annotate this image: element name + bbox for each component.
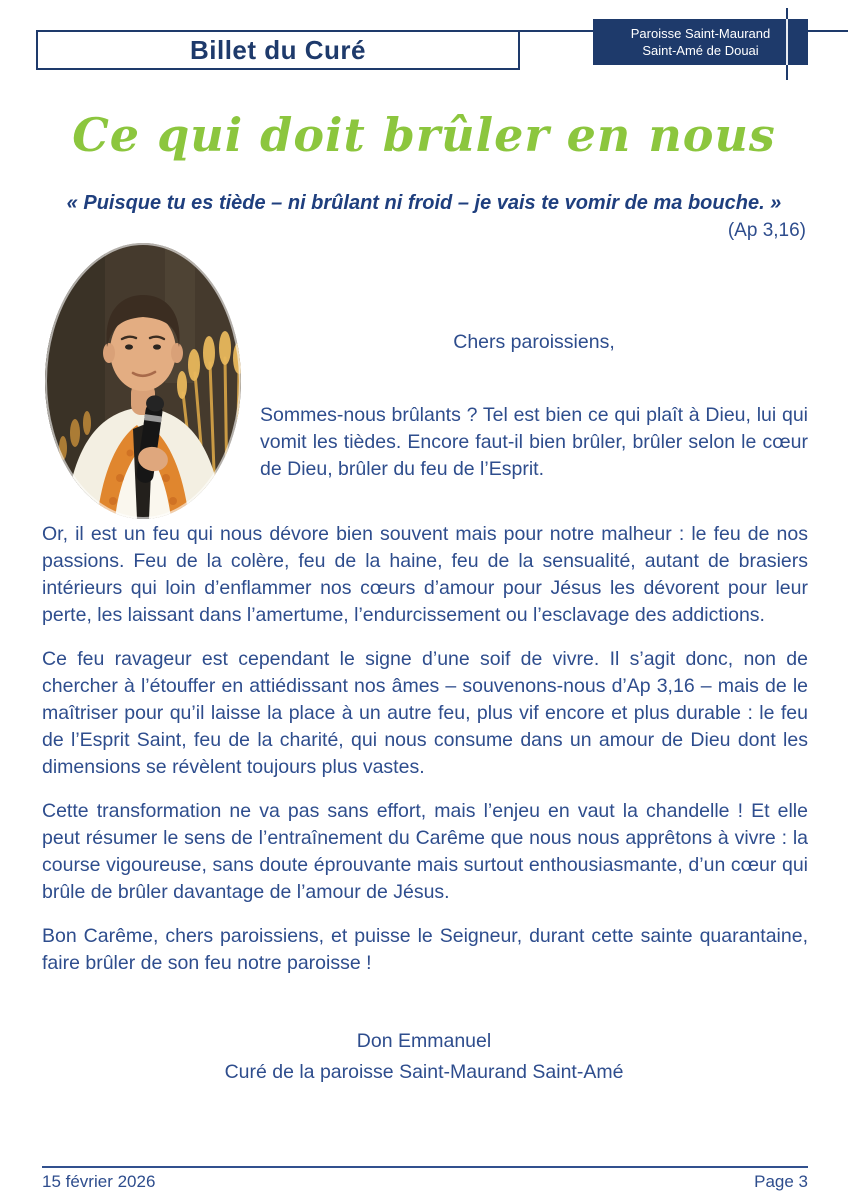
scripture-reference: (Ap 3,16) bbox=[727, 220, 806, 241]
section-title-box bbox=[36, 30, 520, 70]
paragraph: Or, il est un feu qui nous dévore bien souvent mais pour notre malheur : le feu de nos passions. Feu de la colère, feu de la haine, feu de la sensualité, autant de brasiers intérieurs qui loin d’enflammer nos cœurs d’amour pour Jésus les dévorent pour leur perte, les laissant dans l’amertume, l’endurcissement ou l’esclavage des addictions. bbox=[42, 523, 808, 626]
parish-badge-line2: Saint-Amé de Douai bbox=[642, 43, 759, 58]
signature-role: Curé de la paroisse Saint-Maurand Saint-Amé bbox=[224, 1061, 624, 1083]
paragraph: Bon Carême, chers paroissiens, et puisse le Seigneur, durant cette sainte quarantaine, faire brûler de son feu notre paroisse ! bbox=[42, 925, 808, 974]
scripture-quote: « Puisque tu es tiède – ni brûlant ni froid – je vais te vomir de ma bouche. » bbox=[66, 192, 782, 214]
parish-badge bbox=[593, 19, 808, 65]
footer-date: 15 février 2026 bbox=[42, 1172, 156, 1191]
signature-block bbox=[0, 1026, 848, 1088]
parish-badge-line1: Paroisse Saint-Maurand bbox=[630, 26, 771, 41]
footer-rule bbox=[42, 1166, 808, 1168]
signature-name: Don Emmanuel bbox=[356, 1030, 492, 1052]
salutation: Chers paroissiens, bbox=[453, 331, 615, 353]
section-title: Billet du Curé bbox=[189, 34, 366, 65]
paragraph: Cette transformation ne va pas sans effort, mais l’enjeu en vaut la chandelle ! Et elle peut résumer le sens de l’entraînement du Carême que nous nous apprêtons à vivre : la course vigoureuse, sans doute éprouvante mais surtout enthousiasmante, d’un cœur qui brûle de brûler davantage de l’amour de Jésus. bbox=[42, 800, 808, 903]
article-title: Ce qui doit brûler en nous bbox=[72, 108, 776, 162]
paragraph: Ce feu ravageur est cependant le signe d’une soif de vivre. Il s’agit donc, non de chercher à l’étouffer en attiédissant nos âmes – souvenons-nous d’Ap 3,16 – mais de le maîtriser pour qu’il laisse la place à un autre feu, plus vif encore et plus durable : le feu de l’Esprit Saint, feu de la charité, qui nous consume dans un amour de Dieu dont les dimensions se révèlent toujours plus vastes. bbox=[42, 648, 808, 778]
article-body bbox=[42, 521, 808, 994]
intro-column bbox=[260, 243, 808, 483]
priest-portrait-graphic bbox=[45, 243, 241, 519]
header-vertical-rule-overlay bbox=[786, 19, 788, 65]
priest-portrait-photo bbox=[45, 243, 241, 519]
paragraph-intro: Sommes-nous brûlants ? Tel est bien ce qui plaît à Dieu, lui qui vomit les tièdes. Encore faut-il bien brûler, brûler selon le cœur de Dieu, brûler du feu de l’Esprit. bbox=[260, 404, 808, 480]
footer-page-number: Page 3 bbox=[754, 1172, 808, 1191]
